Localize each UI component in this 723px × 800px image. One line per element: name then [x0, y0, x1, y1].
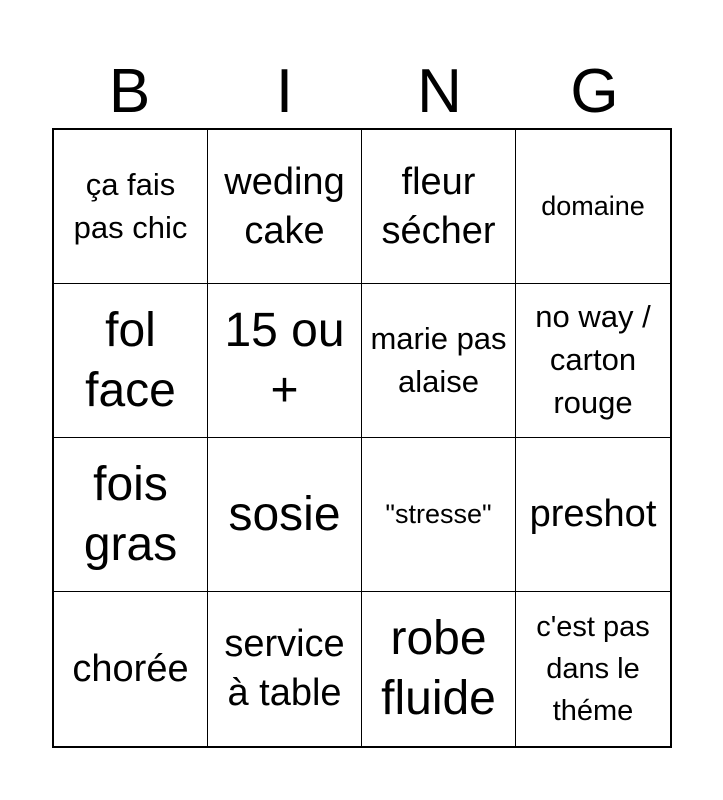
header-letter-i: I	[275, 57, 294, 126]
bingo-cell[interactable]	[516, 130, 670, 284]
bingo-cell[interactable]	[54, 592, 208, 746]
bingo-cell[interactable]	[362, 130, 516, 284]
header-letter-g: G	[570, 57, 619, 126]
bingo-header	[52, 56, 672, 128]
cell-text: fol face	[85, 303, 176, 417]
cell-text: c'est pas dans le théme	[536, 610, 650, 728]
bingo-cell[interactable]	[54, 438, 208, 592]
bingo-cell[interactable]	[362, 284, 516, 438]
bingo-cell[interactable]	[362, 438, 516, 592]
bingo-cell[interactable]	[362, 592, 516, 746]
cell-text: fleur sécher	[381, 160, 496, 252]
bingo-cell[interactable]	[208, 284, 362, 438]
cell-text: fois gras	[83, 457, 178, 571]
bingo-cell[interactable]	[208, 592, 362, 746]
cell-text: weding cake	[224, 160, 345, 252]
cell-text: service à table	[224, 623, 345, 714]
cell-text: no way / carton rouge	[535, 299, 651, 420]
header-letter-n: N	[417, 57, 462, 126]
cell-text: ça fais pas chic	[73, 166, 188, 245]
header-letter-b: B	[108, 57, 151, 126]
bingo-cell[interactable]	[208, 130, 362, 284]
bingo-cell[interactable]	[516, 592, 670, 746]
bingo-cell[interactable]	[516, 438, 670, 592]
cell-text: domaine	[541, 190, 645, 221]
cell-text: chorée	[72, 647, 189, 690]
cell-text: 15 ou +	[224, 303, 345, 417]
bingo-cell[interactable]	[516, 284, 670, 438]
bingo-board	[52, 128, 672, 748]
bingo-cell[interactable]	[54, 130, 208, 284]
cell-text: preshot	[529, 493, 657, 536]
bingo-cell[interactable]	[54, 284, 208, 438]
bingo-cell[interactable]	[208, 438, 362, 592]
cell-text: "stresse"	[385, 498, 492, 529]
cell-text: sosie	[228, 487, 341, 541]
cell-text: marie pas alaise	[370, 320, 507, 399]
cell-text: robe fluide	[381, 612, 496, 725]
